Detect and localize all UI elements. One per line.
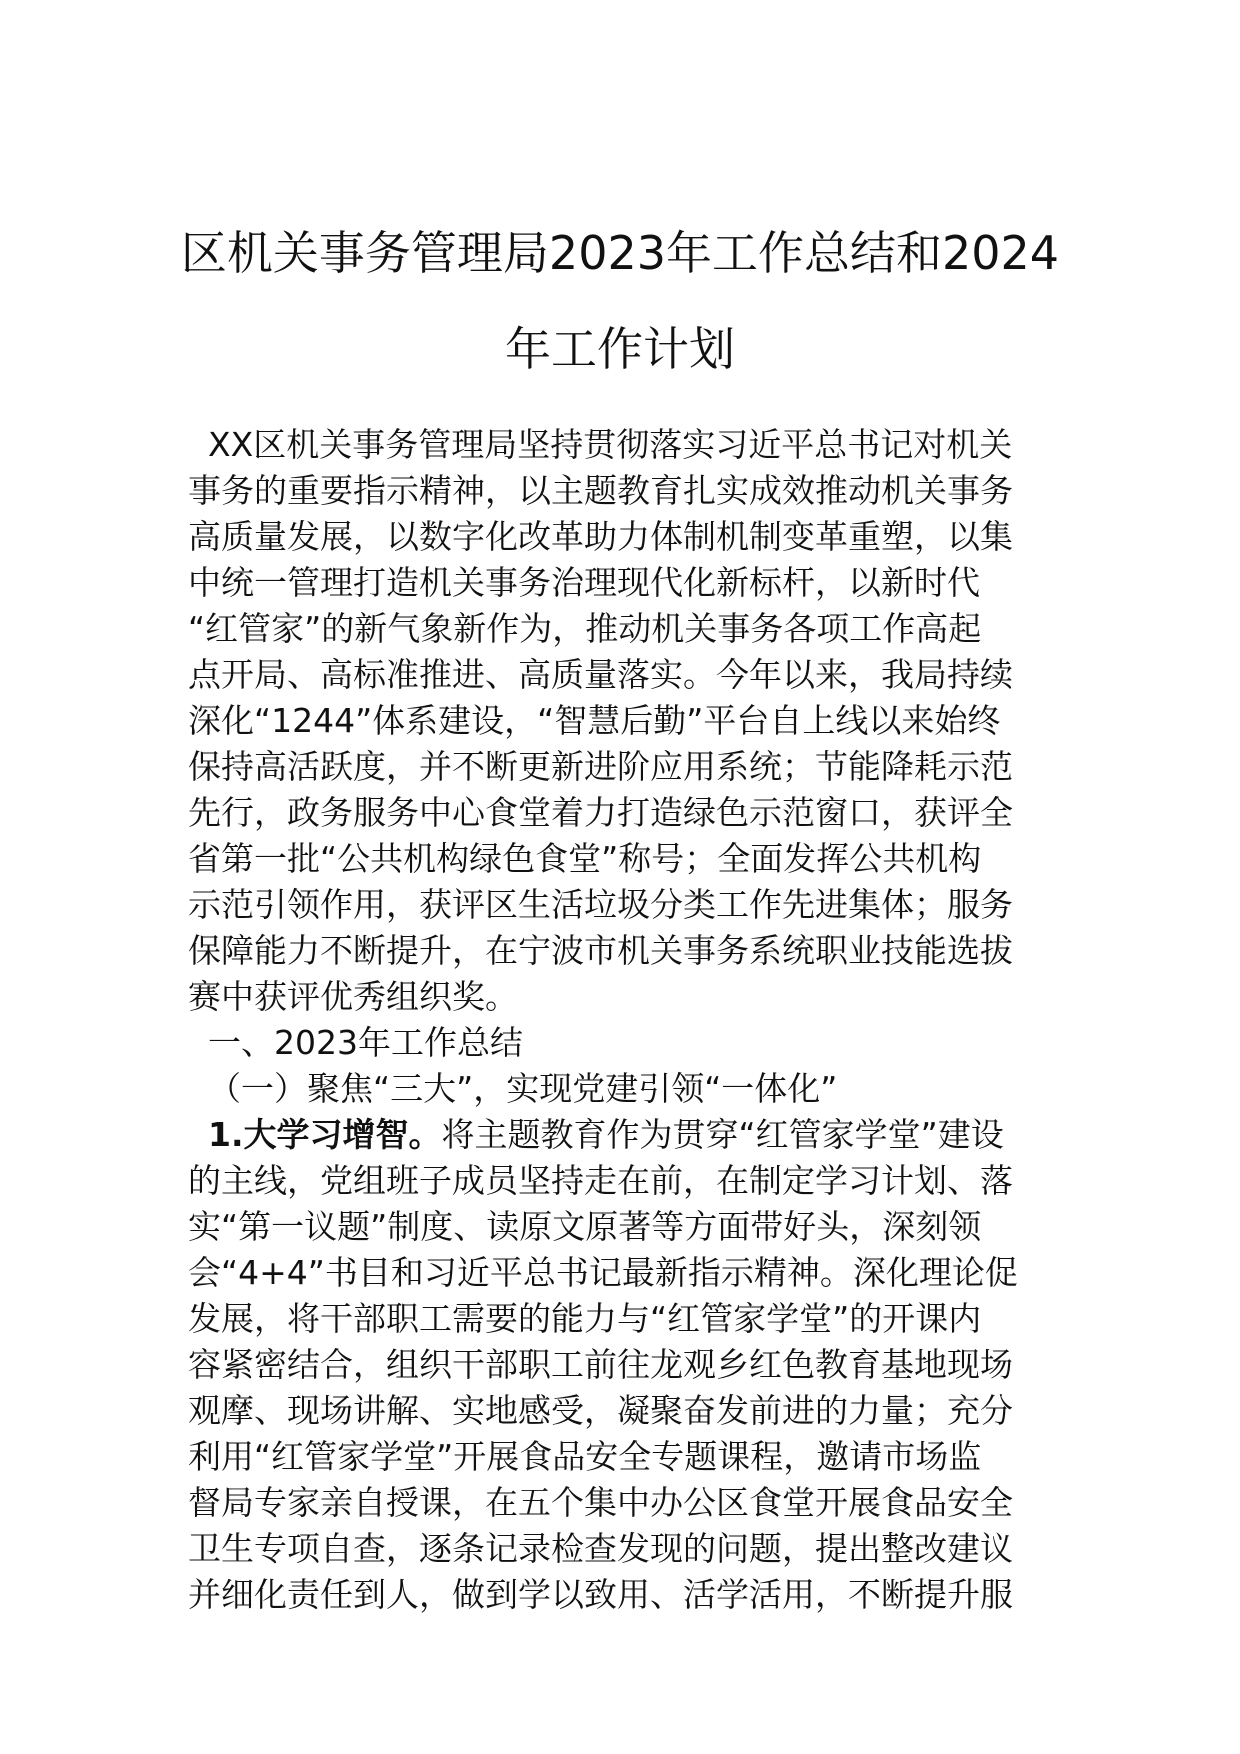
title-line-2: 年工作计划 bbox=[505, 322, 735, 376]
document-title bbox=[150, 205, 1090, 397]
paragraph-line: 保障能力不断提升，在宁波市机关事务系统职业技能选拔 bbox=[188, 931, 1013, 970]
paragraph-line: “红管家”的新气象新作为，推动机关事务各项工作高起 bbox=[188, 609, 982, 648]
document-body bbox=[188, 422, 1050, 1618]
paragraph-line: 观摩、现场讲解、实地感受，凝聚奋发前进的力量；充分 bbox=[188, 1391, 1013, 1430]
paragraph-line: 中统一管理打造机关事务治理现代化新标杆，以新时代 bbox=[188, 563, 980, 602]
paragraph-line: 的主线，党组班子成员坚持走在前，在制定学习计划、落 bbox=[188, 1161, 1013, 1200]
paragraph-line: 发展，将干部职工需要的能力与“红管家学堂”的开课内 bbox=[188, 1299, 982, 1338]
title-line-1: 区机关事务管理局2023年工作总结和2024 bbox=[180, 226, 1060, 280]
paragraph-line: 利用“红管家学堂”开展食品安全专题课程，邀请市场监 bbox=[188, 1437, 982, 1476]
intro-paragraph bbox=[188, 422, 1050, 1020]
paragraph-line: 并细化责任到人，做到学以致用、活学活用，不断提升服 bbox=[188, 1575, 1013, 1614]
paragraph-line: 示范引领作用，获评区生活垃圾分类工作先进集体；服务 bbox=[188, 885, 1013, 924]
subsection-heading: （一）聚焦“三大”，实现党建引领“一体化” bbox=[208, 1069, 838, 1108]
paragraph-line: 赛中获评优秀组织奖。 bbox=[188, 977, 518, 1016]
paragraph-line: XX区机关事务管理局坚持贯彻落实习近平总书记对机关 bbox=[208, 425, 1013, 464]
paragraph-line: 先行，政务服务中心食堂着力打造绿色示范窗口，获评全 bbox=[188, 793, 1013, 832]
paragraph-line: 卫生专项自查，逐条记录检查发现的问题，提出整改建议 bbox=[188, 1529, 1013, 1568]
item-paragraph bbox=[188, 1112, 1050, 1618]
paragraph-line: 事务的重要指示精神，以主题教育扎实成效推动机关事务 bbox=[188, 471, 1013, 510]
paragraph-line: 保持高活跃度，并不断更新进阶应用系统；节能降耗示范 bbox=[188, 747, 1013, 786]
paragraph-line bbox=[188, 1112, 1050, 1158]
paragraph-line: 会“4+4”书目和习近平总书记最新指示精神。深化理论促 bbox=[188, 1253, 1018, 1292]
paragraph-line: 点开局、高标准推进、高质量落实。今年以来，我局持续 bbox=[188, 655, 1013, 694]
paragraph-line: 督局专家亲自授课，在五个集中办公区食堂开展食品安全 bbox=[188, 1483, 1013, 1522]
section-heading: 一、2023年工作总结 bbox=[208, 1023, 523, 1062]
item-label: 1.大学习增智。 bbox=[208, 1115, 442, 1154]
paragraph-line: 实“第一议题”制度、读原文原著等方面带好头，深刻领 bbox=[188, 1207, 982, 1246]
paragraph-line: 深化“1244”体系建设，“智慧后勤”平台自上线以来始终 bbox=[188, 701, 1001, 740]
item-first-line-text: 将主题教育作为贯穿“红管家学堂”建设 bbox=[441, 1115, 1004, 1154]
paragraph-line: 省第一批“公共机构绿色食堂”称号；全面发挥公共机构 bbox=[188, 839, 982, 878]
paragraph-line: 高质量发展，以数字化改革助力体制机制变革重塑，以集 bbox=[188, 517, 1013, 556]
paragraph-line: 容紧密结合，组织干部职工前往龙观乡红色教育基地现场 bbox=[188, 1345, 1013, 1384]
